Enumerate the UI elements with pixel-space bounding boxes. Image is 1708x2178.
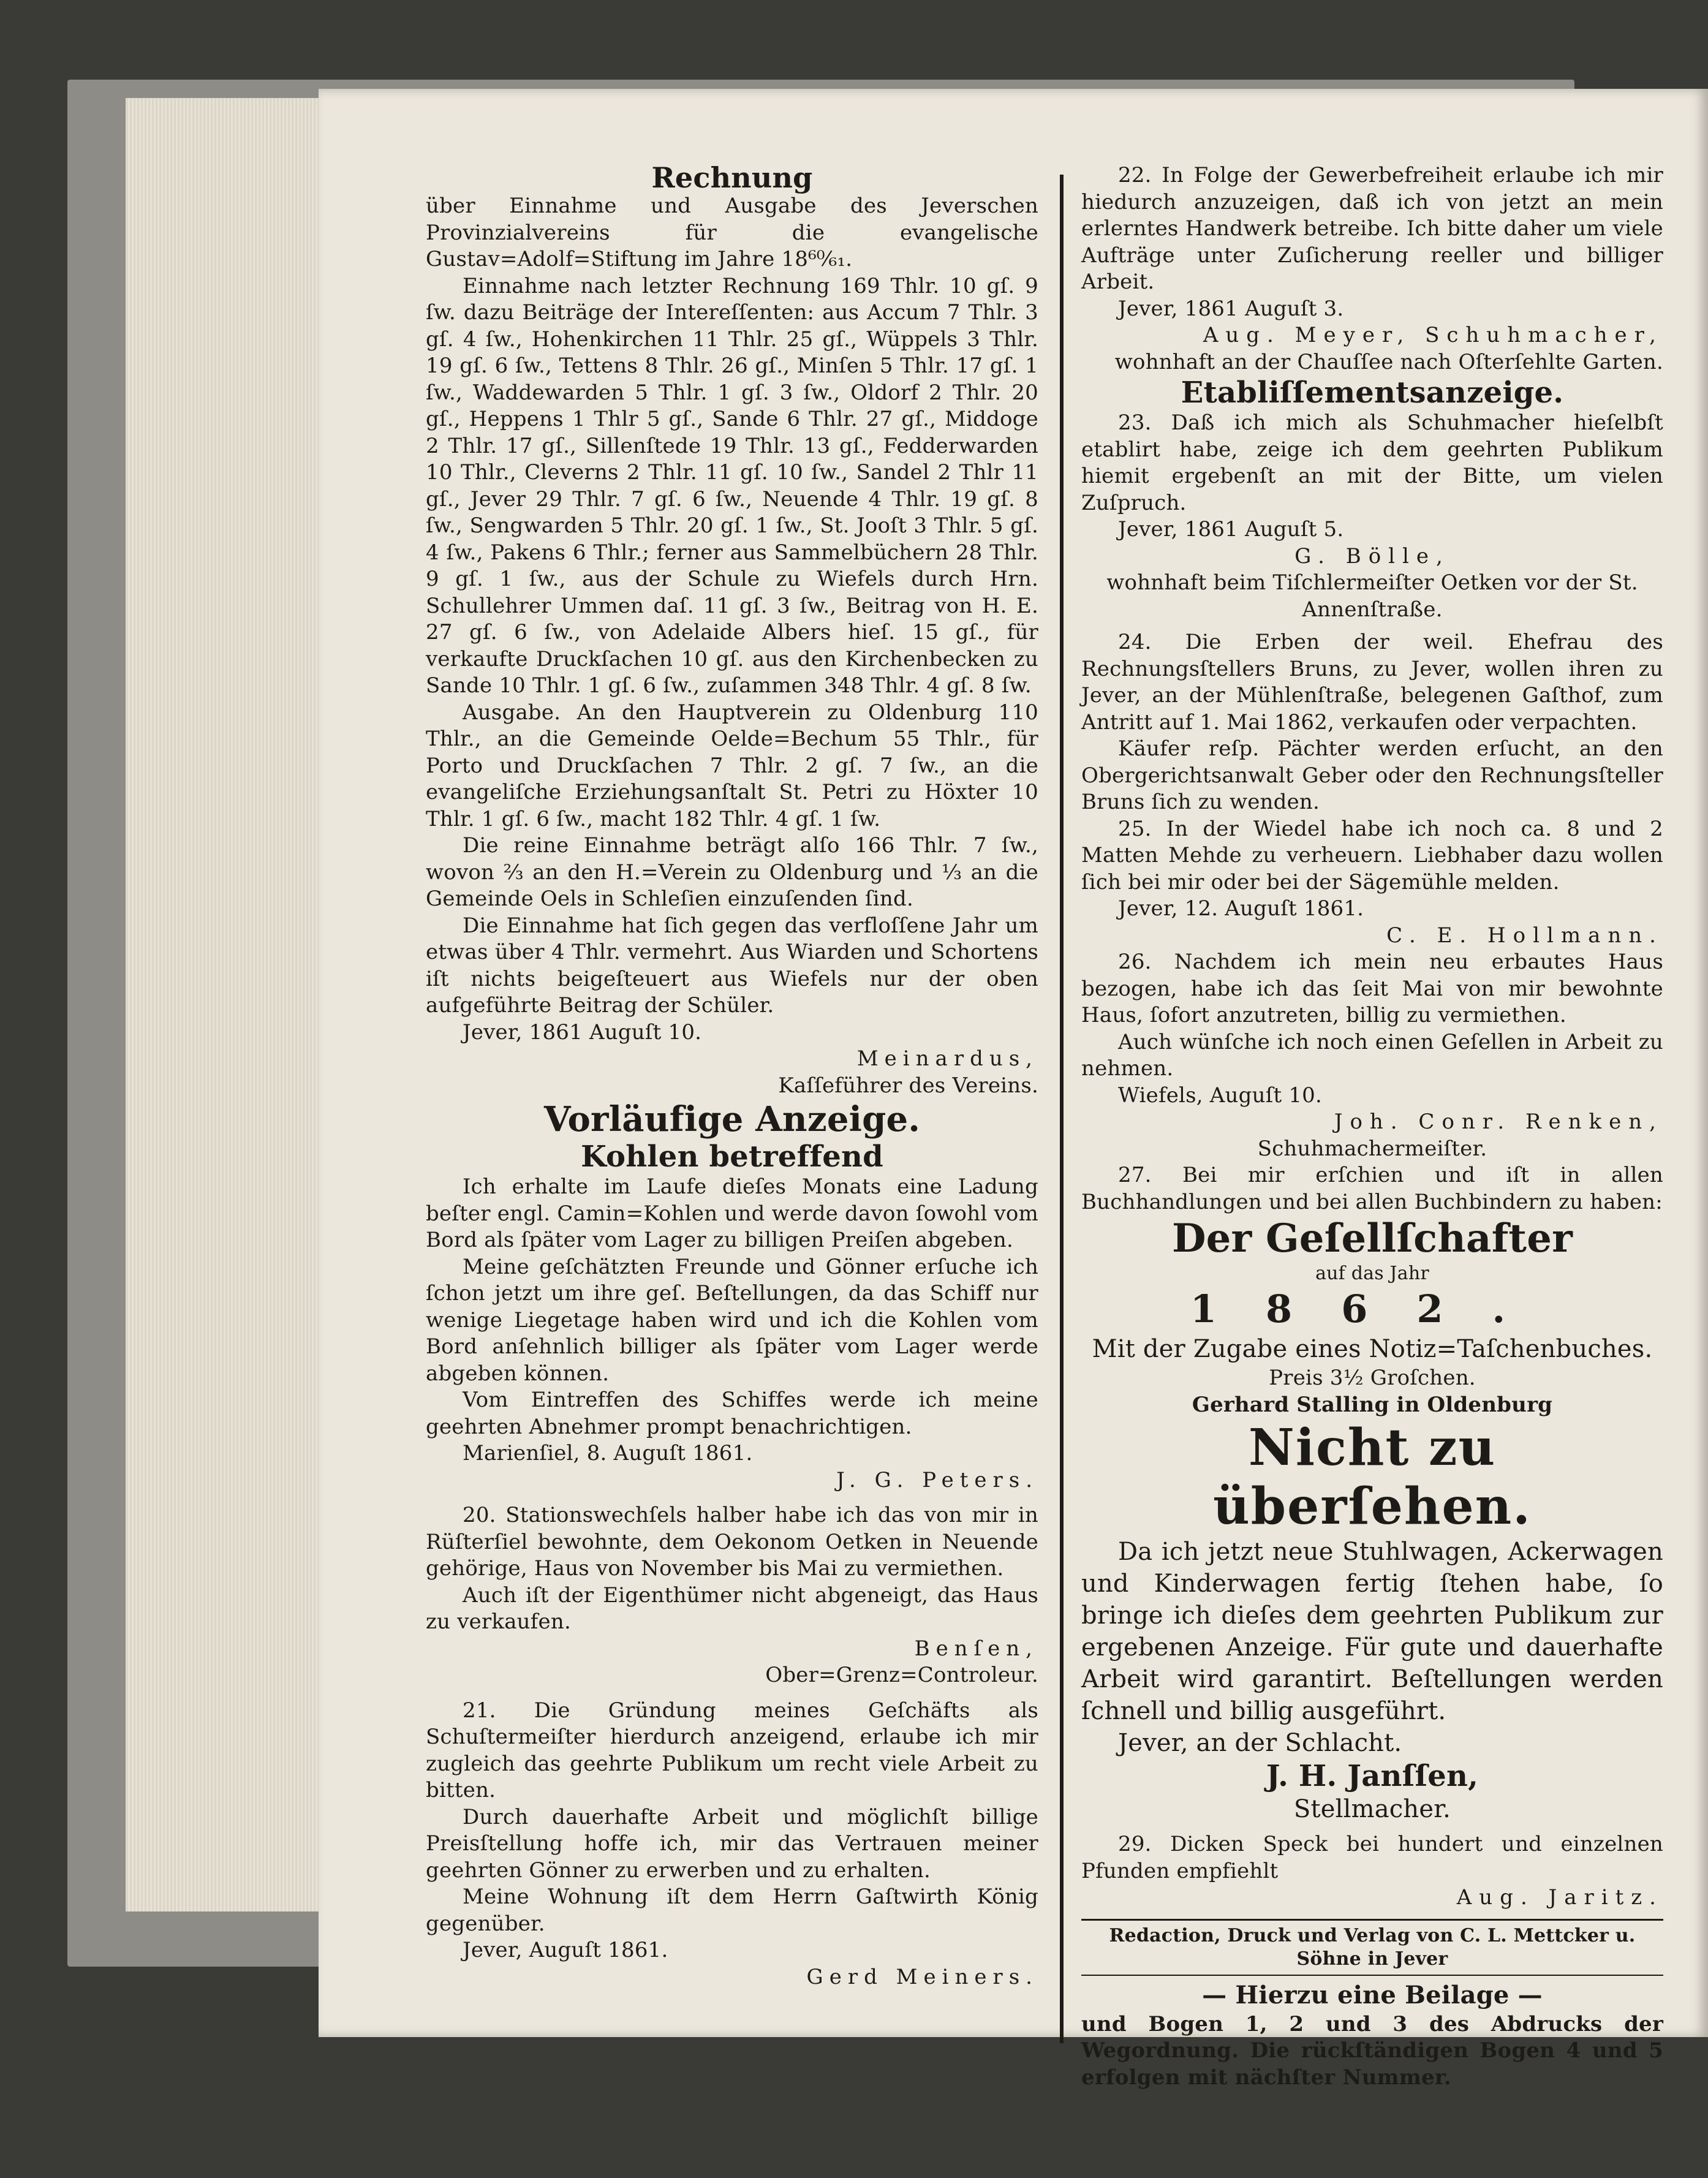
notice-26: 26. Nachdem ich mein neu erbautes Haus bezogen, habe ich das ſeit Mai von mir bewohnte Haus, ſofort anzutreten, billig zu vermiethen. bbox=[1081, 950, 1663, 1027]
ausgabe-text: Ausgabe. An den Hauptverein zu Oldenburg 110 Thlr., an die Gemeinde Oelde=Bechum 55 Thlr., für Porto und Druckſachen 7 Thlr. 2 gſ. 7 ſw., an die evangeliſche Erziehungsanſtalt St. Petri zu Höxter 10 Thlr. 1 gſ. 6 ſw., macht 182 Thlr. 4 gſ. 1 ſw. bbox=[426, 700, 1038, 831]
signature: Aug. Jaritz. bbox=[1456, 1885, 1663, 1910]
reine-einnahme-text: Die reine Einnahme beträgt alſo 166 Thlr. 7 ſw., wovon ⅔ an den H.=Verein zu Oldenburg und ⅓ an die Gemeinde Oels in Schleſien einzuſenden ſind. bbox=[426, 833, 1038, 911]
beilage-text: und Bogen 1, 2 und 3 des Abdrucks der Wegordnung. Die rückſtändigen Bogen 4 und 5 erfolgen mit nächſter Nummer. bbox=[1081, 2011, 1663, 2090]
date-line: Jever, an der Schlacht. bbox=[1118, 1729, 1402, 1757]
notice-21-b: Durch dauerhafte Arbeit und möglichſt billige Preisſtellung hoffe ich, mir das Vertrauen meiner geehrten Gönner zu erwerben und zu erhalten. bbox=[426, 1804, 1038, 1883]
gesellschafter-subtitle: auf das Jahr bbox=[1315, 1263, 1429, 1284]
rechnung-subtitle: über Einnahme und Ausgabe des Jeverschen Provinzialvereins für die evangelische Gustav=Adolf=Stiftung im Jahre 18⁶⁰⁄₆₁. bbox=[426, 194, 1038, 271]
gesellschafter-publisher: Gerhard Stalling in Oldenburg bbox=[1192, 1392, 1553, 1417]
gesellschafter-year: 1862. bbox=[1190, 1287, 1555, 1331]
signature: Joh. Conr. Renken, bbox=[1334, 1110, 1663, 1134]
nicht-zu-uebersehen-text: Da ich jetzt neue Stuhlwagen, Ackerwagen und Kinderwagen fertig ſtehen habe, ſo bringe ich dieſes dem geehrten Publikum zur ergebenen Anzeige. Für gute und dauerhafte Arbeit wird garantirt. Beſtellungen werden ſchnell und billig ausgeführt. bbox=[1081, 1538, 1663, 1725]
signature: J. H. Janſſen, bbox=[1266, 1759, 1479, 1793]
signature: C. E. Hollmann. bbox=[1386, 923, 1663, 948]
signature: Benſen, bbox=[914, 1636, 1038, 1661]
notice-24: 24. Die Erben der weil. Ehefrau des Rechnungsſtellers Bruns, zu Jever, wollen ihren zu Jever, an der Mühlenſtraße, belegenen Gaſthof, zum Antritt auf 1. Mai 1862, verkaufen oder verpachten. bbox=[1081, 630, 1663, 735]
notice-25: 25. In der Wiedel habe ich noch ca. 8 und 2 Matten Mehde zu verheuern. Liebhaber dazu wollen ſich bei mir oder bei der Sägemühle melden. bbox=[1081, 816, 1663, 894]
page-edges bbox=[126, 98, 328, 1911]
notice-24-b: Käufer reſp. Pächter werden erſucht, an den Obergerichtsanwalt Geber oder den Rechnungsſteller Bruns ſich zu wenden. bbox=[1081, 736, 1663, 814]
date-line: Jever, 1861 Auguſt 3. bbox=[1118, 296, 1344, 321]
date-line: Jever, 1861 Auguſt 5. bbox=[1118, 517, 1344, 542]
signature: J. G. Peters. bbox=[836, 1467, 1038, 1492]
notice-20-b: Auch iſt der Eigenthümer nicht abgeneigt, das Haus zu verkaufen. bbox=[426, 1582, 1038, 1634]
date-line: Wiefels, Auguſt 10. bbox=[1118, 1083, 1323, 1108]
notice-22: 22. In Folge der Gewerbefreiheit erlaube ich mir hiedurch anzuzeigen, daß ich von jetzt an mein erlerntes Handwerk betreibe. Ich bitte daher um viele Aufträge unter Zuſicherung reeller und billiger Arbeit. bbox=[1081, 163, 1663, 294]
notice-26-b: Auch wünſche ich noch einen Geſellen in Arbeit zu nehmen. bbox=[1081, 1029, 1663, 1081]
einnahme-text: Einnahme nach letzter Rechnung 169 Thlr. 10 gſ. 9 ſw. dazu Beiträge der Intereſſenten: aus Accum 7 Thlr. 3 gſ. 4 ſw., Hohenkirchen 11 Thlr. 25 gſ., Wüppels 3 Thlr. 19 gſ. 6 ſw., Tettens 8 Thlr. 26 gſ., Minſen 5 Thlr. 17 gſ. 1 ſw., Waddewarden 5 Thlr. 1 gſ. 3 ſw., Oldorf 2 Thlr. 20 gſ., Heppens 1 Thlr 5 gſ., Sande 6 Thlr. 27 gſ., Middoge 2 Thlr. 17 gſ., Sillenſtede 19 Thlr. 13 gſ., Fedderwarden 10 Thlr., Cleverns 2 Thlr. 11 gſ. 10 ſw., Sandel 2 Thlr 11 gſ., Jever 29 Thlr. 7 gſ. 6 ſw., Neuende 4 Thlr. 19 gſ. 8 ſw., Sengwarden 5 Thlr. 20 gſ. 1 ſw., St. Jooſt 3 Thlr. 5 gſ. 4 ſw., Pakens 6 Thlr.; ferner aus Sammelbüchern 28 Thlr. 9 gſ. 1 ſw., aus der Schule zu Wiefels durch Hrn. Schullehrer Ummen daſ. 11 gſ. 3 ſw., Beitrag von H. E. 27 gſ. 6 ſw., von Adelaide Albers hieſ. 15 gſ., für verkaufte Druckſachen 10 gſ. aus den Kirchenbecken zu Sande 10 Thlr. 1 gſ. 6 ſw., zuſammen 348 Thlr. 4 gſ. 8 ſw. bbox=[426, 273, 1038, 698]
date-line: Jever, 12. Auguſt 1861. bbox=[1118, 896, 1364, 921]
notice-27: 27. Bei mir erſchien und iſt in allen Buchhandlungen und bei allen Buchbindern zu haben: bbox=[1081, 1163, 1663, 1214]
nicht-zu-uebersehen-title: Nicht zu überſehen. bbox=[1213, 1418, 1532, 1536]
signature: Meinardus, bbox=[856, 1046, 1038, 1071]
etablissement-title: Etabliſſementsanzeige. bbox=[1181, 376, 1564, 410]
column-divider bbox=[1060, 175, 1064, 2043]
date-line: Jever, 1861 Auguſt 10. bbox=[463, 1019, 702, 1045]
signature: Aug. Meyer, Schuhmacher, bbox=[1203, 323, 1663, 347]
gesellschafter-price: Preis 3½ Groſchen. bbox=[1269, 1366, 1476, 1390]
signature-role: Stellmacher. bbox=[1293, 1795, 1451, 1823]
left-column bbox=[426, 162, 1038, 1991]
signature-address: wohnhaft an der Chauſſee nach Oſterſehlte Garten. bbox=[1114, 349, 1663, 374]
notice-21: 21. Die Gründung meines Geſchäfts als Schuſtermeiſter hierdurch anzeigend, erlaube ich mir zugleich das geehrte Publikum um recht viele Arbeit zu bitten. bbox=[426, 1698, 1038, 1802]
anzeige-subtitle: Kohlen betreffend bbox=[581, 1140, 883, 1174]
right-column bbox=[1081, 162, 1663, 2091]
date-line: Jever, Auguſt 1861. bbox=[463, 1938, 668, 1962]
date-line: Marienſiel, 8. Auguſt 1861. bbox=[463, 1441, 753, 1465]
notice-20: 20. Stationswechſels halber habe ich das von mir in Rüſterſiel bewohnte, dem Oekonom Oetken in Neuende gehörige, Haus von November bis Mai zu vermiethen. bbox=[426, 1503, 1038, 1581]
rechnung-title: Rechnung bbox=[651, 161, 813, 194]
notice-23: 23. Daß ich mich als Schuhmacher hieſelbſt etablirt habe, zeige ich dem geehrten Publikum hiemit ergebenſt an mit der Bitte, um vielen Zuſpruch. bbox=[1081, 410, 1663, 515]
signature-role: Schuhmachermeiſter. bbox=[1257, 1136, 1487, 1161]
signature-role: Ober=Grenz=Controleur. bbox=[765, 1663, 1038, 1687]
imprint-line: Redaction, Druck und Verlag von C. L. Mettcker u. Söhne in Jever bbox=[1109, 1924, 1636, 1970]
notice-21-c: Meine Wohnung iſt dem Herrn Gaſtwirth König gegenüber. bbox=[426, 1885, 1038, 1936]
newspaper-page bbox=[319, 89, 1708, 2090]
kohlen-paragraph-3: Vom Eintreffen des Schiffes werde ich meine geehrten Abnehmer prompt benachrichtigen. bbox=[426, 1388, 1038, 1439]
divider-rule bbox=[1081, 1975, 1663, 1976]
gesellschafter-zugabe: Mit der Zugabe eines Notiz=Taſchenbuches. bbox=[1092, 1335, 1653, 1363]
signature-role: Kaſſeführer des Vereins. bbox=[778, 1073, 1038, 1098]
vermehrt-text: Die Einnahme hat ſich gegen das verfloſſene Jahr um etwas über 4 Thlr. vermehrt. Aus Wiarden und Schortens iſt nichts beigeſteuert aus Wiefels nur der oben aufgeführte Beitrag der Schüler. bbox=[426, 913, 1038, 1018]
divider-rule bbox=[1081, 1919, 1663, 1921]
kohlen-paragraph-2: Meine geſchätzten Freunde und Gönner erſuche ich ſchon jetzt um ihre geſ. Beſtellungen, da das Schiff nur wenige Liegetage haben wird und ich die Kohlen vom Bord anſehnlich billiger als ſpäter vom Lager werde abgeben können. bbox=[426, 1254, 1038, 1386]
kohlen-paragraph-1: Ich erhalte im Laufe dieſes Monats eine Ladung beſter engl. Camin=Kohlen und werde davon ſowohl vom Bord als ſpäter vom Lager zu billigen Preiſen abgeben. bbox=[426, 1174, 1038, 1252]
signature-address: wohnhaft beim Tiſchlermeiſter Oetken vor der St. Annenſtraße. bbox=[1106, 570, 1638, 622]
beilage-heading: — Hierzu eine Beilage — bbox=[1202, 1980, 1543, 2010]
signature: G. Bölle, bbox=[1294, 543, 1450, 569]
notice-29: 29. Dicken Speck bei hundert und einzelnen Pfunden empfiehlt bbox=[1081, 1832, 1663, 1883]
gesellschafter-title: Der Geſellſchafter bbox=[1171, 1216, 1573, 1261]
anzeige-title: Vorläufige Anzeige. bbox=[543, 1099, 921, 1140]
signature: Gerd Meiners. bbox=[806, 1964, 1038, 1989]
